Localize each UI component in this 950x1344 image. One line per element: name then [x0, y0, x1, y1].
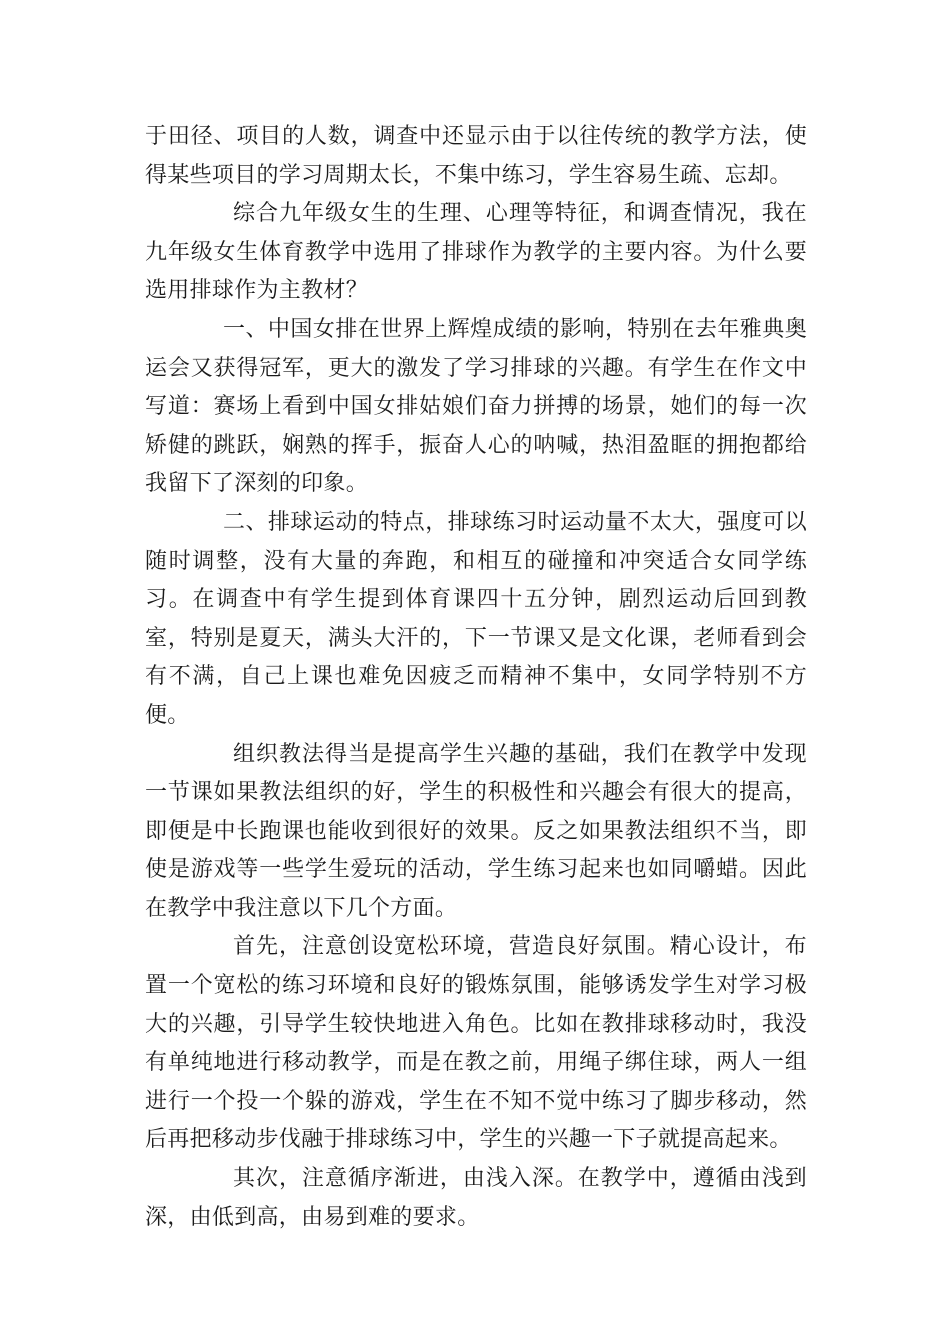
paragraph-7: 其次，注意循序渐进，由浅入深。在教学中，遵循由浅到深，由低到高，由易到难的要求。	[145, 1166, 807, 1230]
document-body	[145, 118, 807, 1237]
paragraph-4: 二、排球运动的特点，排球练习时运动量不太大，强度可以随时调整，没有大量的奔跑，和相互的碰撞和冲突适合女同学练习。在调查中有学生提到体育课四十五分钟，剧烈运动后回到教室，特别是夏天，满头大汗的，下一节课又是文化课，老师看到会有不满，自己上课也难免因疲乏而精神不集中，女同学特别不方便。	[145, 509, 807, 728]
paragraph-5: 组织教法得当是提高学生兴趣的基础，我们在教学中发现一节课如果教法组织的好，学生的积极性和兴趣会有很大的提高，即便是中长跑课也能收到很好的效果。反之如果教法组织不当，即使是游戏等一些学生爱玩的活动，学生练习起来也如同嚼蜡。因此在教学中我注意以下几个方面。	[145, 741, 807, 921]
paragraph-3: 一、中国女排在世界上辉煌成绩的影响，特别在去年雅典奥运会又获得冠军，更大的激发了学习排球的兴趣。有学生在作文中写道：赛场上看到中国女排姑娘们奋力拼搏的场景，她们的每一次矫健的跳跃，娴熟的挥手，振奋人心的呐喊，热泪盈眶的拥抱都给我留下了深刻的印象。	[145, 316, 807, 497]
paragraph-2: 综合九年级女生的生理、心理等特征，和调查情况，我在九年级女生体育教学中选用了排球作为教学的主要内容。为什么要选用排球作为主教材？	[145, 201, 807, 304]
paragraph-1: 于田径、项目的人数，调查中还显示由于以往传统的教学方法，使得某些项目的学习周期太长，不集中练习，学生容易生疏、忘却。	[145, 124, 807, 188]
paragraph-6: 首先，注意创设宽松环境，营造良好氛围。精心设计，布置一个宽松的练习环境和良好的锻炼氛围，能够诱发学生对学习极大的兴趣，引导学生较快地进入角色。比如在教排球移动时，我没有单纯地进行移动教学，而是在教之前，用绳子绑住球，两人一组进行一个投一个躲的游戏，学生在不知不觉中练习了脚步移动，然后再把移动步伐融于排球练习中，学生的兴趣一下子就提高起来。	[145, 934, 807, 1153]
